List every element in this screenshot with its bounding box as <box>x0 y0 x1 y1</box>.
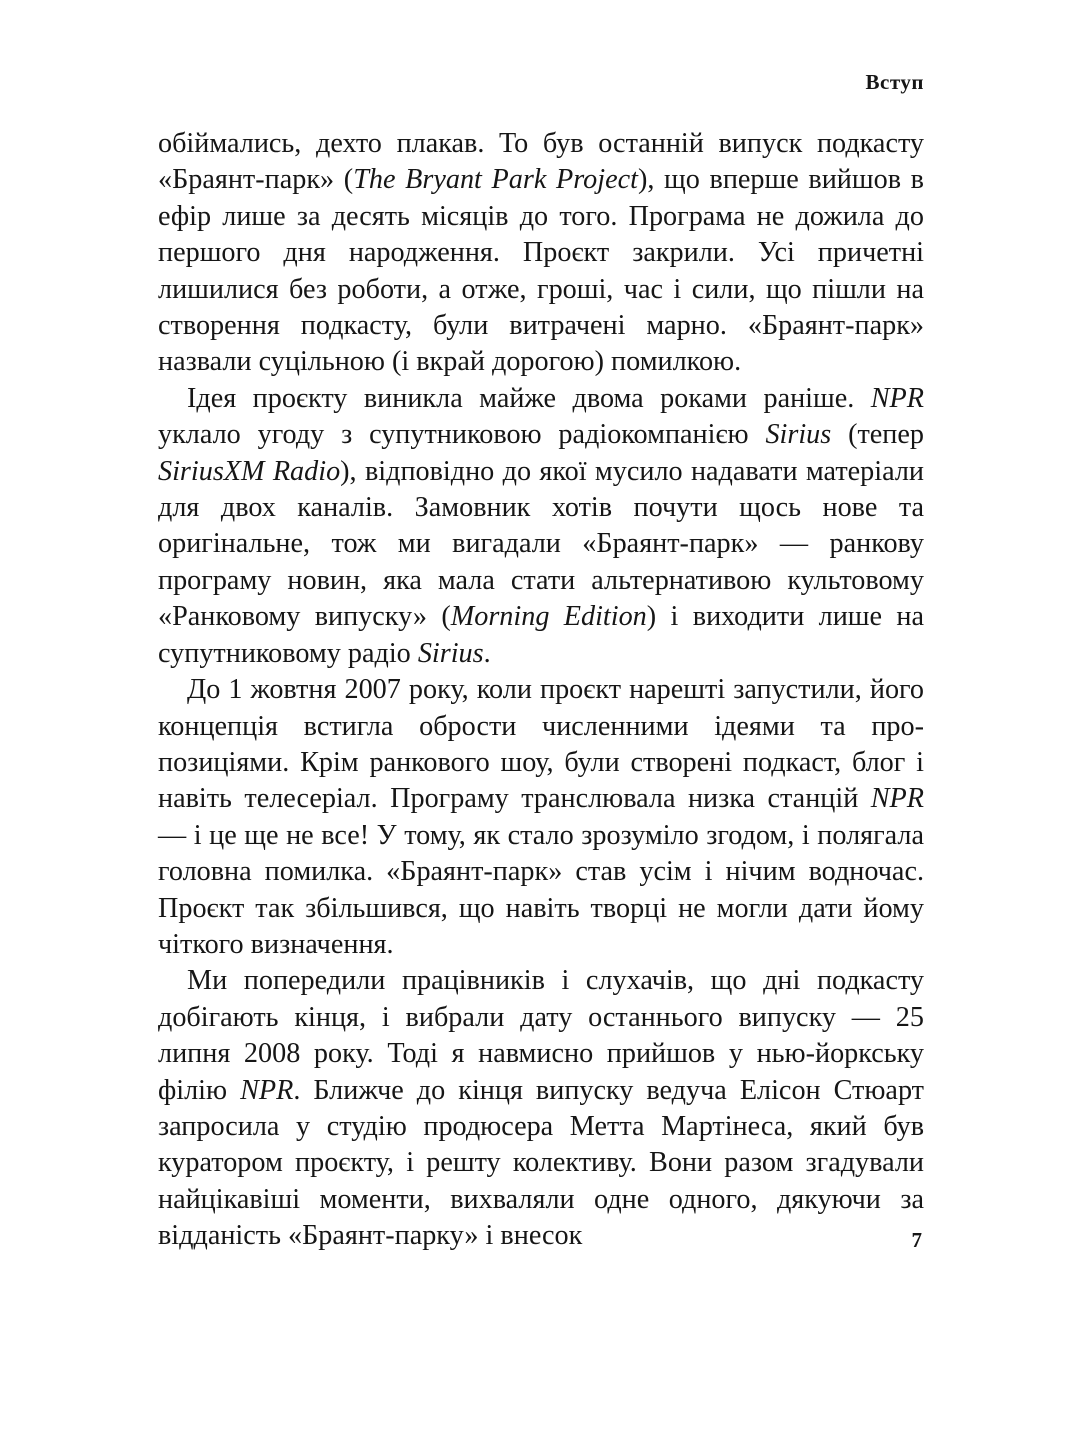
italic-run: Sirius <box>417 637 484 669</box>
page-number: 7 <box>911 1228 922 1252</box>
text-run: Ми попередили працівників і слухачів, що дні подкасту добігають кінця, і вибрали дату останнього випуску — 25 липня 2008 року. Тоді я навмисно прийшов у нью-йоркську філію <box>158 965 924 1106</box>
body-text <box>158 126 924 1255</box>
italic-run: Morning Edition <box>450 601 647 633</box>
text-run: Ідея проєкту виникла майже двома роками раніше. <box>187 382 871 414</box>
text-run: обіймались, дехто плакав. То був останній випуск подкасту «Браянт-парк» ( <box>158 128 924 196</box>
text-run: — і це ще не все! У тому, як стало зрозуміло згодом, і полягала головна помилка. «Браянт-парк» став усім і нічим водночас. Проєкт так збільшився, що навіть творці не могли дати йому чіткого визначення. <box>158 819 924 960</box>
paragraph <box>158 126 924 381</box>
text-run: До 1 жовтня 2007 року, коли проєкт нарешті запустили, його концепція встигла обрости численними ідеями та пропозиціями. Крім ранкового шоу, були створені подкаст, блог і навіть телесеріал. Програму транслювала низка станцій <box>158 674 924 815</box>
text-run: . Ближче до кінця випуску ведуча Елісон Стюарт запросила у студію продюсера Метта Мартінеса, який був куратором проєкту, і решту колективу. Вони разом згадували найцікавіші моменти, вихваляли одне одного, дякуючи за відданість «Браянт-парку» і внесок <box>158 1074 924 1252</box>
italic-run: SiriusXM Radio <box>158 455 341 487</box>
text-run: ), що вперше вийшов в ефір лише за десять місяців до того. Програма не дожила до першого дня народження. Проєкт закрили. Усі причетні лишилися без роботи, а отже, гроші, час і сили, що пішли на створення подкасту, були витрачені марно. «Браянт-парк» назвали суцільною (і вкрай дорогою) помилкою. <box>158 164 924 378</box>
italic-run: The Bryant Park Project <box>353 164 638 196</box>
text-run: уклало угоду з супутниковою радіокомпанією <box>158 419 766 451</box>
text-run: . <box>483 637 491 669</box>
text-run: ), відповідно до якої мусило надавати матеріали для двох каналів. Замовник хотів почути щось нове та оригінальне, тож ми вигадали «Браянт-парк» — ранкову програму новин, яка мала стати альтернативою культовому «Ранковому випуску» ( <box>158 455 924 633</box>
paragraph <box>158 381 924 672</box>
running-head: Вступ <box>865 70 924 94</box>
italic-run: NPR <box>240 1074 294 1106</box>
text-run: ) і виходити лише на супутниковому радіо <box>158 601 924 669</box>
paragraph <box>158 672 924 963</box>
paragraph <box>158 963 924 1254</box>
text-run: (тепер <box>831 419 924 451</box>
italic-run: NPR <box>870 382 924 414</box>
italic-run: NPR <box>870 783 924 815</box>
italic-run: Sirius <box>765 419 832 451</box>
